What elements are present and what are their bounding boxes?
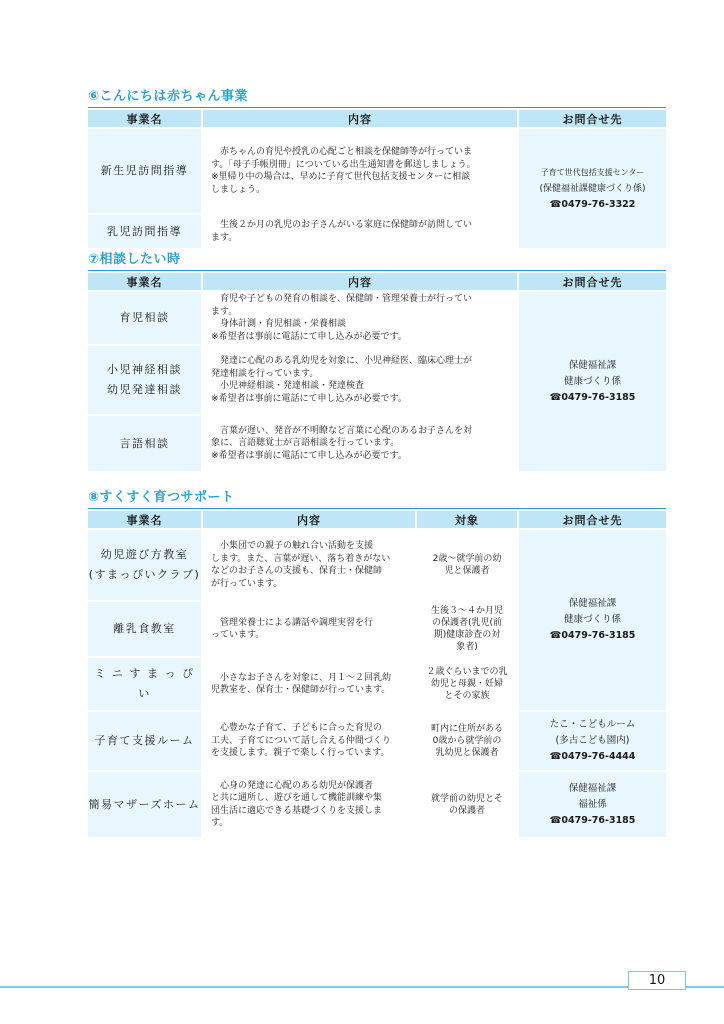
header-content: 内容: [202, 273, 518, 291]
row-name: 子育て支援ルーム: [88, 711, 202, 771]
row-content: 心豊かな子育て、子どもに合った育児の 工夫、子育てについて話し合える仲間づくり を支援します。親子で楽しく行っています。: [202, 711, 416, 771]
row-contact: たこ・こどもルーム (多古こども園内) ☎0479-76-4444: [518, 711, 666, 771]
row-content: 小集団での親子の触れ合い活動を支援 します。また、言葉が遅い、落ち着きがない などのお子さんの支援も、保育士・保健師 が行っています。: [202, 529, 416, 601]
hello-baby-table: [88, 110, 666, 248]
row-name: ミ ニ す ま っ ぴ い: [88, 657, 202, 711]
footer-line: [0, 986, 724, 988]
section-title: ⑥こんにちは赤ちゃん事業: [88, 87, 666, 108]
section-consultation: [88, 250, 666, 471]
header-contact: お問合せ先: [518, 511, 666, 529]
header-name: 事業名: [88, 511, 202, 529]
row-content: 心身の発達に心配のある幼児が保護者 と共に通所し、遊びを通して機能訓練や集 団生活に適応できる基礎づくりを支援しま す。: [202, 771, 416, 837]
row-content: 発達に心配のある乳幼児を対象に、小児神経医、臨床心理士が 発達相談を行っています。 小児神経相談・発達相談・発達検査 ※希望者は事前に電話にて申し込みが必要です。: [202, 345, 518, 415]
phone-number: ☎0479-76-3185: [549, 391, 636, 403]
table-header: [88, 273, 666, 291]
section-hello-baby: [88, 87, 666, 248]
row-contact: 保健福祉課 福祉係 ☎0479-76-3185: [518, 771, 666, 837]
row-content: 育児や子どもの発育の相談を、保健師・管理栄養士が行ってい ます。 身体計測・育児相談・栄養相談 ※希望者は事前に電話にて申し込みが必要です。: [202, 291, 518, 345]
table-row: [88, 529, 666, 601]
row-name: 小児神経相談 幼児発達相談: [88, 345, 202, 415]
row-contact: 保健福祉課 健康づくり係 ☎0479-76-3185: [518, 291, 666, 471]
row-target: ２歳ぐらいまでの乳 幼児と母親・妊婦 とその家族: [416, 657, 518, 711]
row-content: 小さなお子さんを対象に、月１～２回乳幼 児教室を、保育士・保健師が行っています。: [202, 657, 416, 711]
table-row: [88, 291, 666, 345]
table-header: [88, 110, 666, 128]
header-content: 内容: [202, 511, 416, 529]
row-target: 生後３～４か月児 の保護者(乳児(前 期)健康診査の対 象者): [416, 601, 518, 657]
phone-number: ☎0479-76-4444: [549, 751, 636, 762]
row-name: 新生児訪問指導: [88, 128, 202, 214]
header-target: 対象: [416, 511, 518, 529]
row-content: 赤ちゃんの育児や授乳の心配ごと相談を保健師等が行っていま す。「母子手帳別冊」についている出生通知書を郵送しましょう。 ※里帰り中の場合は、早めに子育て世代包括支援センターに相談 しましょう。: [202, 128, 518, 214]
phone-number: ☎0479-76-3185: [549, 630, 636, 641]
row-name: 離乳食教室: [88, 601, 202, 657]
row-target: 2歳～就学前の幼 児と保護者: [416, 529, 518, 601]
table-row: [88, 711, 666, 771]
header-contact: お問合せ先: [518, 110, 666, 128]
phone-number: ☎0479-76-3322: [549, 198, 636, 210]
row-content: 言葉が遅い、発音が不明瞭など言葉に心配のあるお子さんを対 象に、言語聴覚士が言語相談を行っています。 ※希望者は事前に電話にて申し込みが必要です。: [202, 415, 518, 471]
header-name: 事業名: [88, 273, 202, 291]
header-content: 内容: [202, 110, 518, 128]
section-title: ⑦相談したい時: [88, 250, 666, 271]
page-number: 10: [628, 971, 686, 990]
section-support: [88, 488, 666, 837]
table-row: [88, 128, 666, 214]
row-content: 管理栄養士による講話や調理実習を行 っています。: [202, 601, 416, 657]
row-name: 言語相談: [88, 415, 202, 471]
header-contact: お問合せ先: [518, 273, 666, 291]
consultation-table: [88, 273, 666, 471]
row-contact: 保健福祉課 健康づくり係 ☎0479-76-3185: [518, 529, 666, 711]
table-header: [88, 511, 666, 529]
row-name: 乳児訪問指導: [88, 214, 202, 248]
row-name: 育児相談: [88, 291, 202, 345]
phone-number: ☎0479-76-3185: [549, 814, 636, 826]
row-target: 就学前の幼児とそ の保護者: [416, 771, 518, 837]
row-contact: 子育て世代包括支援センター (保健福祉課健康づくり係) ☎0479-76-3322: [518, 128, 666, 248]
row-content: 生後２か月の乳児のお子さんがいる家庭に保健師が訪問してい ます。: [202, 214, 518, 248]
section-title: ⑧すくすく育つサポート: [88, 488, 666, 509]
header-name: 事業名: [88, 110, 202, 128]
support-table: [88, 511, 666, 837]
row-target: 町内に住所がある 0歳から就学前の 乳幼児と保護者: [416, 711, 518, 771]
table-row: [88, 771, 666, 837]
row-name: 簡易マザーズホーム: [88, 771, 202, 837]
row-name: 幼児遊び方教室 (すまっぴいクラブ): [88, 529, 202, 601]
